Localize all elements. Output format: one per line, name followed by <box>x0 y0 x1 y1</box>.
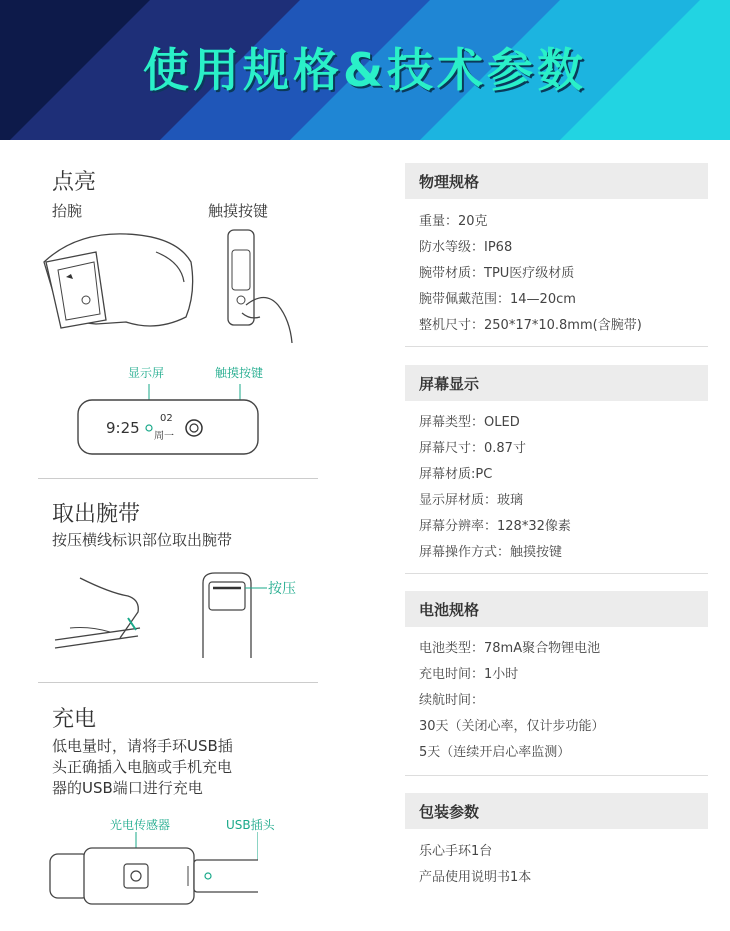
spec-line: 腕带佩戴范围：14—20cm <box>419 292 576 307</box>
spec-line: 充电时间：1小时 <box>419 667 519 682</box>
band-press-illustration <box>195 568 315 658</box>
spec-header-title: 电池规格 <box>419 601 480 619</box>
remove-hand-illustration <box>50 568 160 660</box>
spec-line: 屏幕操作方式：触摸按键 <box>419 545 563 560</box>
spec-line: 产品使用说明书1本 <box>419 870 532 885</box>
spec-header-title: 物理规格 <box>419 173 480 191</box>
spec-header <box>405 365 708 401</box>
spec-line: 5天（连续开启心率监测） <box>419 745 571 760</box>
spec-line: 整机尺寸：250*17*10.8mm(含腕带) <box>419 318 642 333</box>
charger-diagram <box>48 830 258 910</box>
label-usb-plug: USB插头 <box>226 818 275 832</box>
spec-header <box>405 793 708 829</box>
remove-desc: 按压横线标识部位取出腕带 <box>52 531 233 549</box>
section-title-light: 点亮 <box>52 170 97 195</box>
section-title-charge: 充电 <box>52 707 97 732</box>
spec-line: 30天（关闭心率，仅计步功能） <box>419 719 605 734</box>
divider <box>38 478 318 479</box>
spec-line: 乐心手环1台 <box>419 844 493 859</box>
label-touch-key: 触摸按键 <box>215 366 264 380</box>
charge-desc-line1: 低电量时，请将手环USB插 <box>52 737 233 755</box>
spec-line: 屏幕尺寸：0.87寸 <box>419 441 526 456</box>
spec-line: 续航时间： <box>419 693 485 708</box>
divider <box>405 346 708 347</box>
device-weekday: 周一 <box>154 431 174 442</box>
charge-desc-line3: 器的USB端口进行充电 <box>52 779 203 797</box>
device-date: 02 <box>160 413 173 424</box>
spec-header <box>405 591 708 627</box>
raise-wrist-label: 抬腕 <box>52 202 83 220</box>
label-display-screen: 显示屏 <box>128 366 165 380</box>
press-label: 按压 <box>268 581 296 597</box>
spec-line: 屏幕分辨率：128*32像素 <box>419 519 571 534</box>
label-optical-sensor: 光电传感器 <box>110 818 171 832</box>
spec-line: 显示屏材质：玻璃 <box>419 493 524 508</box>
spec-line: 防水等级：IP68 <box>419 240 513 255</box>
spec-line: 电池类型：78mA聚合物锂电池 <box>419 641 601 656</box>
divider <box>38 682 318 683</box>
charge-desc-line2: 头正确插入电脑或手机充电 <box>52 758 233 776</box>
device-time: 9:25 <box>106 419 140 437</box>
divider <box>405 775 708 776</box>
spec-header-title: 屏幕显示 <box>419 375 480 393</box>
divider <box>405 573 708 574</box>
spec-line: 屏幕材质:PC <box>419 467 493 482</box>
spec-header-title: 包装参数 <box>419 803 480 821</box>
touch-key-label: 触摸按键 <box>208 202 269 220</box>
section-title-remove: 取出腕带 <box>52 502 141 527</box>
wrist-illustration <box>36 222 201 342</box>
spec-line: 屏幕类型：OLED <box>419 415 520 430</box>
spec-line: 腕带材质：TPU医疗级材质 <box>419 266 575 281</box>
spec-line: 重量：20克 <box>419 214 488 229</box>
band-touch-illustration <box>220 225 300 345</box>
spec-header <box>405 163 708 199</box>
header-banner <box>0 0 730 140</box>
page-title: 使用规格&技术参数 <box>142 43 588 97</box>
